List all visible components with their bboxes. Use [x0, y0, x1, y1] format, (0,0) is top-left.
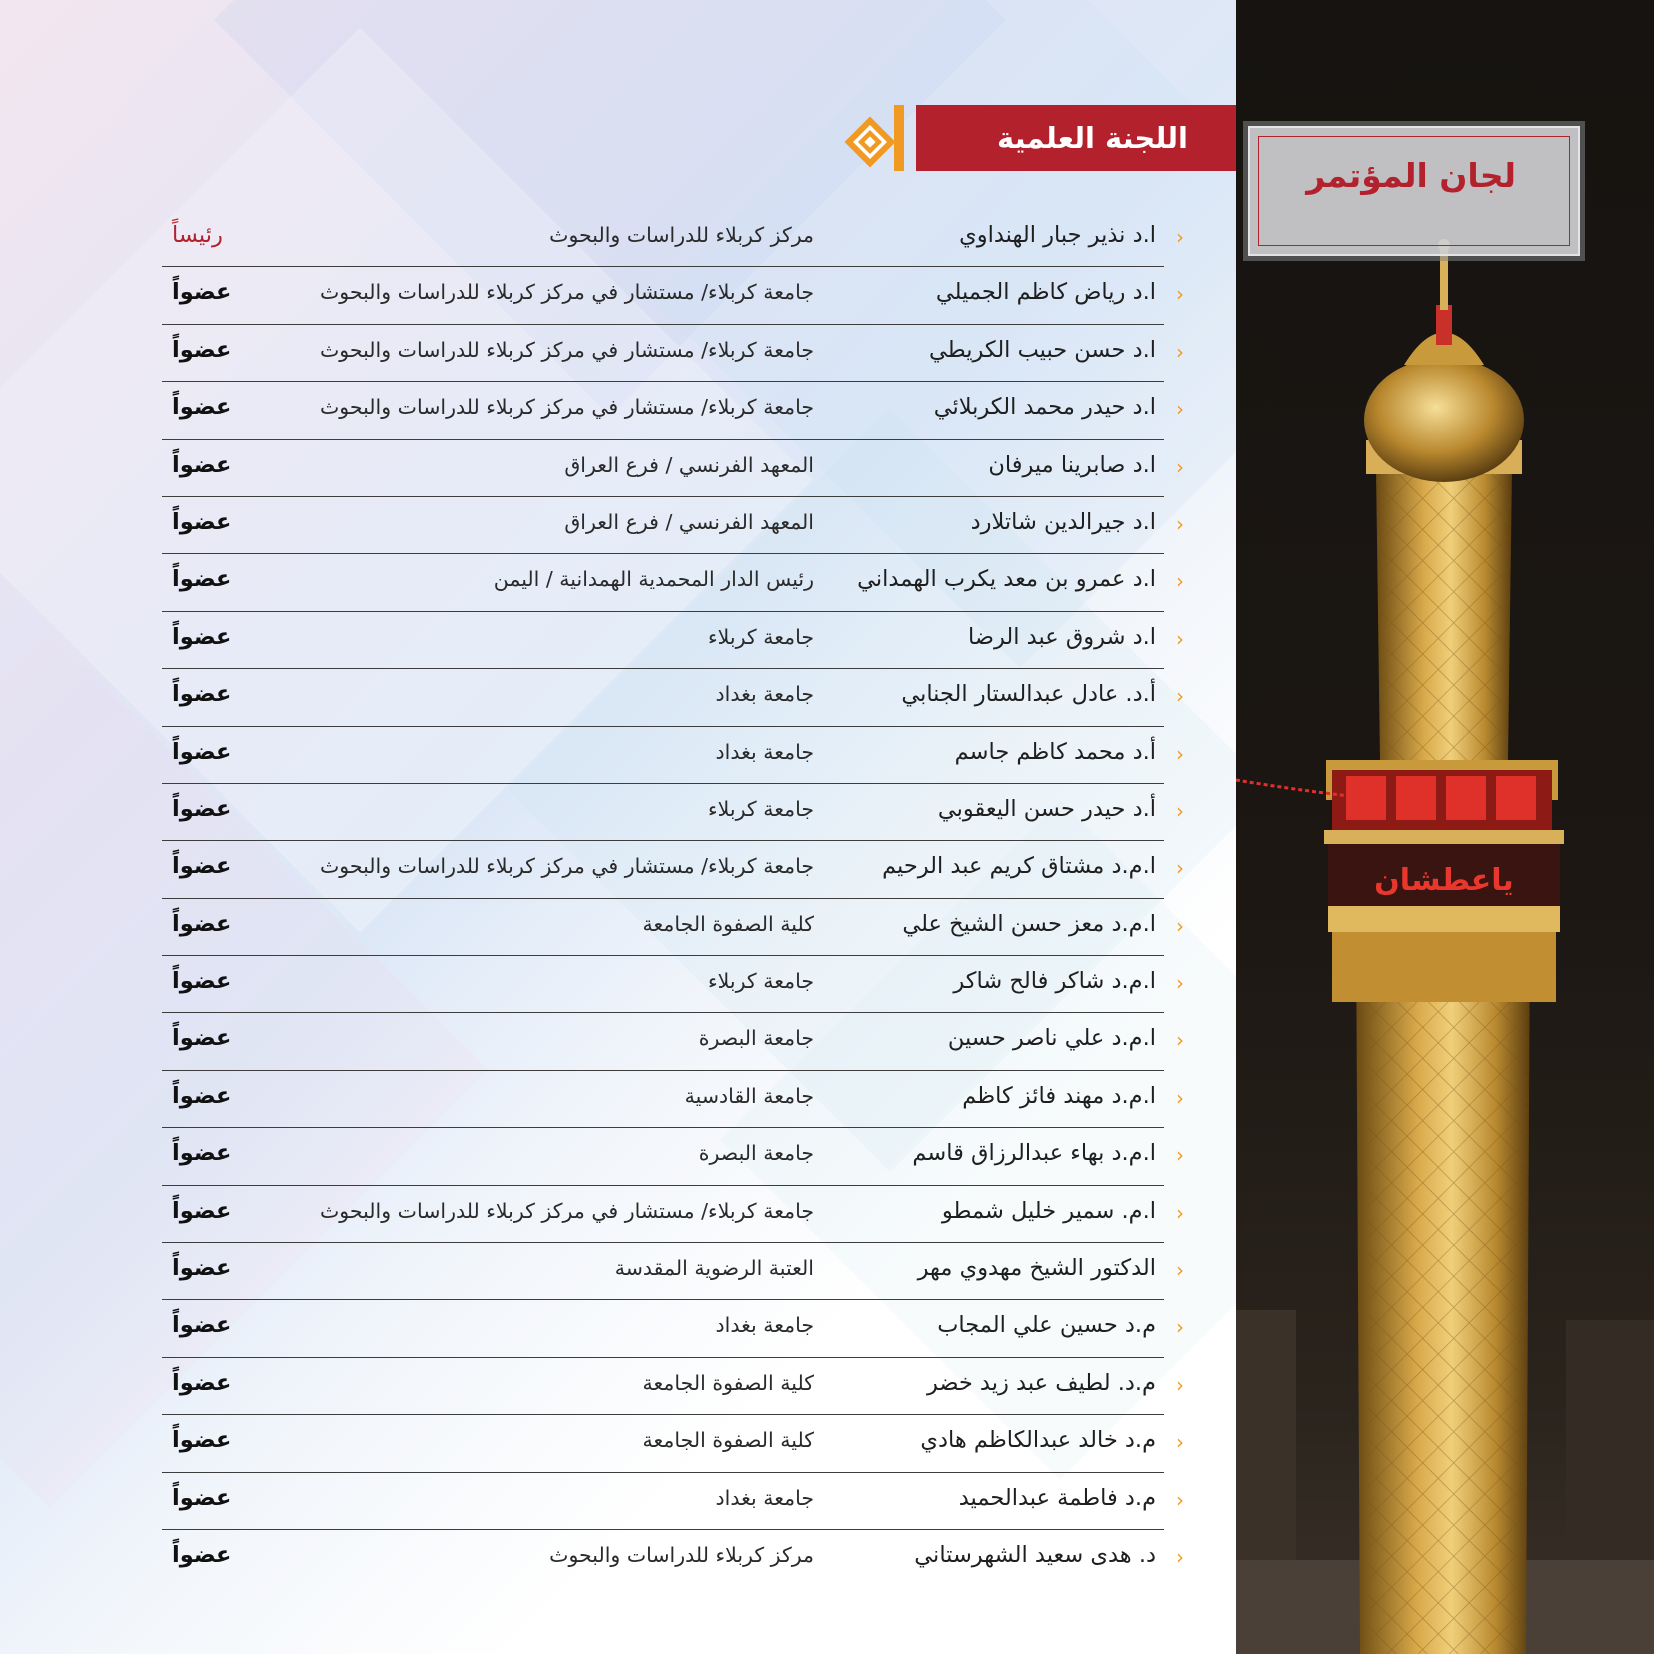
member-role: عضواً: [172, 623, 232, 650]
member-affiliation: جامعة البصرة: [698, 1026, 814, 1051]
member-name: ا.م.د علي ناصر حسين: [947, 1025, 1156, 1052]
member-affiliation: جامعة كربلاء/ مستشار في مركز كربلاء للدراسات والبحوث: [320, 337, 814, 362]
member-row: [162, 899, 1184, 956]
member-name: ا.م. سمير خليل شمطو: [941, 1197, 1156, 1224]
member-row: [162, 1358, 1184, 1415]
member-name: ا.د نذير جبار الهنداوي: [959, 222, 1156, 248]
member-role: عضواً: [172, 681, 232, 708]
member-affiliation: جامعة كربلاء: [708, 624, 814, 649]
member-row: [162, 1186, 1184, 1243]
member-row: [162, 727, 1184, 784]
member-name: ا.م.د شاكر فالح شاكر: [953, 968, 1156, 995]
member-name: ا.د صابرينا ميرفان: [988, 451, 1156, 478]
chevron-left-icon: ›: [1176, 684, 1184, 709]
member-name: د. هدى سعيد الشهرستاني: [914, 1541, 1156, 1568]
chevron-left-icon: ›: [1176, 913, 1184, 938]
chevron-left-icon: ›: [1176, 1143, 1184, 1168]
member-role: عضواً: [172, 1255, 232, 1282]
chevron-left-icon: ›: [1176, 1315, 1184, 1340]
member-role: عضواً: [172, 1140, 232, 1167]
member-row: [162, 1415, 1184, 1472]
member-role: عضواً: [172, 451, 232, 478]
member-row: [162, 554, 1184, 611]
minaret-sign: ياعطشان: [1374, 863, 1514, 898]
member-role: عضواً: [172, 394, 232, 421]
chevron-left-icon: ›: [1176, 454, 1184, 479]
conference-committees-box: [1248, 126, 1580, 256]
member-affiliation: كلية الصفوة الجامعة: [642, 1370, 814, 1395]
member-affiliation: جامعة كربلاء: [708, 796, 814, 821]
member-role: عضواً: [172, 566, 232, 593]
member-affiliation: جامعة كربلاء/ مستشار في مركز كربلاء للدراسات والبحوث: [320, 854, 814, 879]
section-title-banner: [916, 105, 1236, 171]
chevron-left-icon: ›: [1176, 798, 1184, 823]
member-row: [162, 440, 1184, 497]
member-name: ا.د رياض كاظم الجميلي: [935, 279, 1156, 306]
member-role: عضواً: [172, 1369, 232, 1396]
chevron-left-icon: ›: [1176, 626, 1184, 651]
member-role: عضواً: [172, 1025, 232, 1052]
member-role: عضواً: [172, 910, 232, 937]
chevron-left-icon: ›: [1176, 282, 1184, 307]
member-affiliation: جامعة كربلاء/ مستشار في مركز كربلاء للدراسات والبحوث: [320, 280, 814, 305]
chevron-left-icon: ›: [1176, 397, 1184, 422]
member-name: أ.د. عادل عبدالستار الجنابي: [901, 681, 1156, 708]
chevron-left-icon: ›: [1176, 856, 1184, 881]
member-role: عضواً: [172, 336, 232, 363]
chevron-left-icon: ›: [1176, 1487, 1184, 1512]
member-affiliation: جامعة بغداد: [715, 739, 814, 764]
member-affiliation: مركز كربلاء للدراسات والبحوث: [549, 1542, 814, 1567]
member-name: م.د. لطيف عبد زيد خضر: [926, 1369, 1156, 1396]
member-row: [162, 612, 1184, 669]
member-role: عضواً: [172, 508, 232, 535]
member-row: [162, 1071, 1184, 1128]
chevron-left-icon: ›: [1176, 511, 1184, 536]
member-row: [162, 1530, 1184, 1587]
member-name: ا.د جيرالدين شاتلارد: [970, 508, 1156, 535]
member-row: [162, 497, 1184, 554]
chevron-left-icon: ›: [1176, 1430, 1184, 1455]
section-title: اللجنة العلمية: [997, 121, 1188, 155]
member-role: عضواً: [172, 853, 232, 880]
member-row: [162, 1013, 1184, 1070]
member-name: م.د حسين علي المجاب: [937, 1312, 1156, 1339]
member-role: عضواً: [172, 279, 232, 306]
chevron-left-icon: ›: [1176, 1085, 1184, 1110]
chevron-left-icon: ›: [1176, 741, 1184, 766]
member-name: م.د فاطمة عبدالحميد: [958, 1484, 1156, 1511]
chevron-left-icon: ›: [1176, 971, 1184, 996]
member-row: [162, 1128, 1184, 1185]
member-role: عضواً: [172, 1197, 232, 1224]
member-affiliation: جامعة بغداد: [715, 682, 814, 707]
member-name: الدكتور الشيخ مهدوي مهر: [917, 1255, 1156, 1282]
member-affiliation: كلية الصفوة الجامعة: [642, 911, 814, 936]
member-affiliation: المعهد الفرنسي / فرع العراق: [564, 509, 814, 534]
member-row: [162, 784, 1184, 841]
member-affiliation: جامعة البصرة: [698, 1141, 814, 1166]
member-name: ا.د عمرو بن معد يكرب الهمداني: [857, 566, 1156, 593]
member-name: أ.د محمد كاظم جاسم: [954, 738, 1156, 765]
member-affiliation: جامعة بغداد: [715, 1313, 814, 1338]
member-affiliation: جامعة بغداد: [715, 1485, 814, 1510]
member-role: عضواً: [172, 1541, 232, 1568]
member-row: [162, 1473, 1184, 1530]
chevron-left-icon: ›: [1176, 1544, 1184, 1569]
member-name: ا.م.د معز حسن الشيخ علي: [902, 910, 1156, 937]
member-affiliation: رئيس الدار المحمدية الهمدانية / اليمن: [493, 567, 814, 592]
member-name: ا.م.د مشتاق كريم عبد الرحيم: [882, 853, 1156, 880]
member-role: رئيساً: [172, 222, 223, 248]
member-role: عضواً: [172, 1427, 232, 1454]
member-affiliation: جامعة كربلاء/ مستشار في مركز كربلاء للدراسات والبحوث: [320, 1198, 814, 1223]
member-name: ا.د حسن حبيب الكريطي: [929, 336, 1156, 363]
chevron-left-icon: ›: [1176, 569, 1184, 594]
member-row: [162, 956, 1184, 1013]
member-affiliation: العتبة الرضوية المقدسة: [614, 1256, 814, 1281]
member-name: ا.م.د مهند فائز كاظم: [962, 1082, 1156, 1109]
committee-members-list: [162, 210, 1184, 1587]
diamond-ornament-icon: [842, 114, 898, 170]
member-affiliation: جامعة كربلاء: [708, 969, 814, 994]
member-role: عضواً: [172, 968, 232, 995]
chevron-left-icon: ›: [1176, 1028, 1184, 1053]
member-affiliation: كلية الصفوة الجامعة: [642, 1428, 814, 1453]
member-row: [162, 325, 1184, 382]
panel-title: لجان المؤتمر: [1306, 156, 1516, 195]
member-name: ا.د حيدر محمد الكربلائي: [933, 394, 1156, 421]
member-row: [162, 210, 1184, 267]
member-affiliation: جامعة القادسية: [684, 1083, 814, 1108]
member-name: ا.م.د بهاء عبدالرزاق قاسم: [912, 1140, 1156, 1167]
member-row: [162, 267, 1184, 324]
member-affiliation: جامعة كربلاء/ مستشار في مركز كربلاء للدراسات والبحوث: [320, 395, 814, 420]
member-affiliation: مركز كربلاء للدراسات والبحوث: [549, 223, 814, 247]
member-role: عضواً: [172, 1484, 232, 1511]
chevron-left-icon: ›: [1176, 1200, 1184, 1225]
member-role: عضواً: [172, 738, 232, 765]
member-row: [162, 382, 1184, 439]
chevron-left-icon: ›: [1176, 1258, 1184, 1283]
chevron-left-icon: ›: [1176, 1372, 1184, 1397]
member-name: م.د خالد عبدالكاظم هادي: [920, 1427, 1156, 1454]
member-role: عضواً: [172, 1082, 232, 1109]
member-row: [162, 841, 1184, 898]
chevron-left-icon: ›: [1176, 225, 1184, 249]
member-row: [162, 1300, 1184, 1357]
member-role: عضواً: [172, 795, 232, 822]
member-name: ا.د شروق عبد الرضا: [968, 623, 1156, 650]
member-role: عضواً: [172, 1312, 232, 1339]
chevron-left-icon: ›: [1176, 339, 1184, 364]
member-name: أ.د حيدر حسن اليعقوبي: [937, 795, 1156, 822]
member-affiliation: المعهد الفرنسي / فرع العراق: [564, 452, 814, 477]
member-row: [162, 669, 1184, 726]
member-row: [162, 1243, 1184, 1300]
